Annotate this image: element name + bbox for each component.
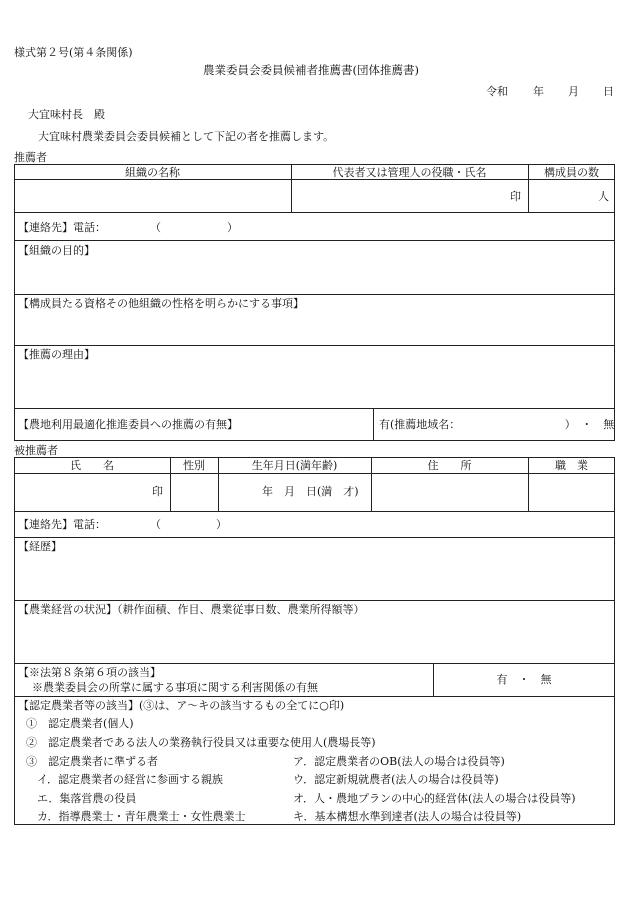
nominee-section-label: 被推薦者 — [14, 444, 58, 457]
col-org-name: 組織の名称 — [125, 166, 180, 179]
sub-item-e: エ．集落営農の役員 — [37, 792, 137, 805]
addressee: 大宜味村長 殿 — [28, 108, 105, 121]
nominee-seal: 印 — [152, 485, 163, 498]
members-unit: 人 — [598, 190, 609, 203]
history-label: 【経歴】 — [18, 540, 62, 553]
promotion-question: 【農地利用最適化推進委員への推薦の有無】 — [18, 418, 238, 431]
sub-item-a: ア．認定農業者のOB(法人の場合は役員等) — [293, 755, 505, 768]
date-day: 日 — [603, 85, 614, 98]
reason-label: 【推薦の理由】 — [18, 348, 95, 361]
org-name-value[interactable] — [16, 181, 288, 211]
sub-item-ka: カ．指導農業士・青年農業士・女性農業士 — [37, 810, 246, 823]
birth-fields: 年 月 日(満 才) — [262, 485, 359, 498]
conflict-answer: 有 ・ 無 — [496, 673, 552, 686]
sub-item-u: ウ．認定新規就農者(法人の場合は役員等) — [293, 773, 499, 786]
date-era: 令和 — [486, 85, 508, 98]
org-purpose-label: 【組織の目的】 — [18, 244, 95, 257]
col-birth: 生年月日(満年齢) — [251, 459, 338, 472]
certified-item-1: ① 認定農業者(個人) — [26, 717, 134, 730]
date-year: 年 — [533, 85, 544, 98]
col-sex: 性別 — [183, 459, 205, 472]
recommender-section-label: 推薦者 — [14, 151, 47, 164]
membership-label: 【構成員たる資格その他組織の性格を明らかにする事項】 — [18, 297, 304, 310]
representative-seal: 印 — [510, 190, 521, 203]
col-representative: 代表者又は管理人の役職・氏名 — [332, 166, 487, 179]
nominee-contact: 【連絡先】電話： （ ） — [18, 518, 227, 531]
form-number: 様式第２号(第４条関係) — [14, 46, 133, 59]
conflict-title: 【※法第８条第６項の該当】 — [18, 666, 161, 679]
certified-title: 【認定農業者等の該当】(③は、ア～キの該当するもの全てに○印) — [18, 699, 345, 712]
nominee-table — [14, 457, 615, 825]
conflict-description: ※農業委員会の所掌に属する事項に関する利害関係の有無 — [32, 681, 318, 694]
document-title: 農業委員会委員候補者推薦書(団体推薦書) — [203, 63, 419, 77]
col-members: 構成員の数 — [544, 166, 599, 179]
certified-item-3: ③ 認定農業者に準ずる者 — [26, 755, 158, 768]
sub-item-ki: キ．基本構想水準到達者(法人の場合は役員等) — [293, 810, 522, 823]
recommender-contact: 【連絡先】電話： （ ） — [18, 221, 238, 234]
promotion-answer: 有(推薦地域名： ） ・ 無 — [379, 418, 615, 431]
farming-status-label: 【農業経営の状況】（耕作面積、作目、農業従事日数、農業所得額等） — [18, 603, 365, 616]
col-address: 住 所 — [427, 459, 472, 472]
sub-item-i: イ．認定農業者の経営に参画する親族 — [37, 773, 224, 786]
sub-item-o: オ．人・農地プランの中心的経営体(法人の場合は役員等) — [293, 792, 576, 805]
certified-item-2: ② 認定農業者である法人の業務執行役員又は重要な使用人(農場長等) — [26, 736, 376, 749]
col-job: 職 業 — [555, 459, 588, 472]
col-name: 氏 名 — [70, 459, 114, 472]
intro-text: 大宜味村農業委員会委員候補として下記の者を推薦します。 — [38, 130, 335, 143]
date-month: 月 — [568, 85, 579, 98]
